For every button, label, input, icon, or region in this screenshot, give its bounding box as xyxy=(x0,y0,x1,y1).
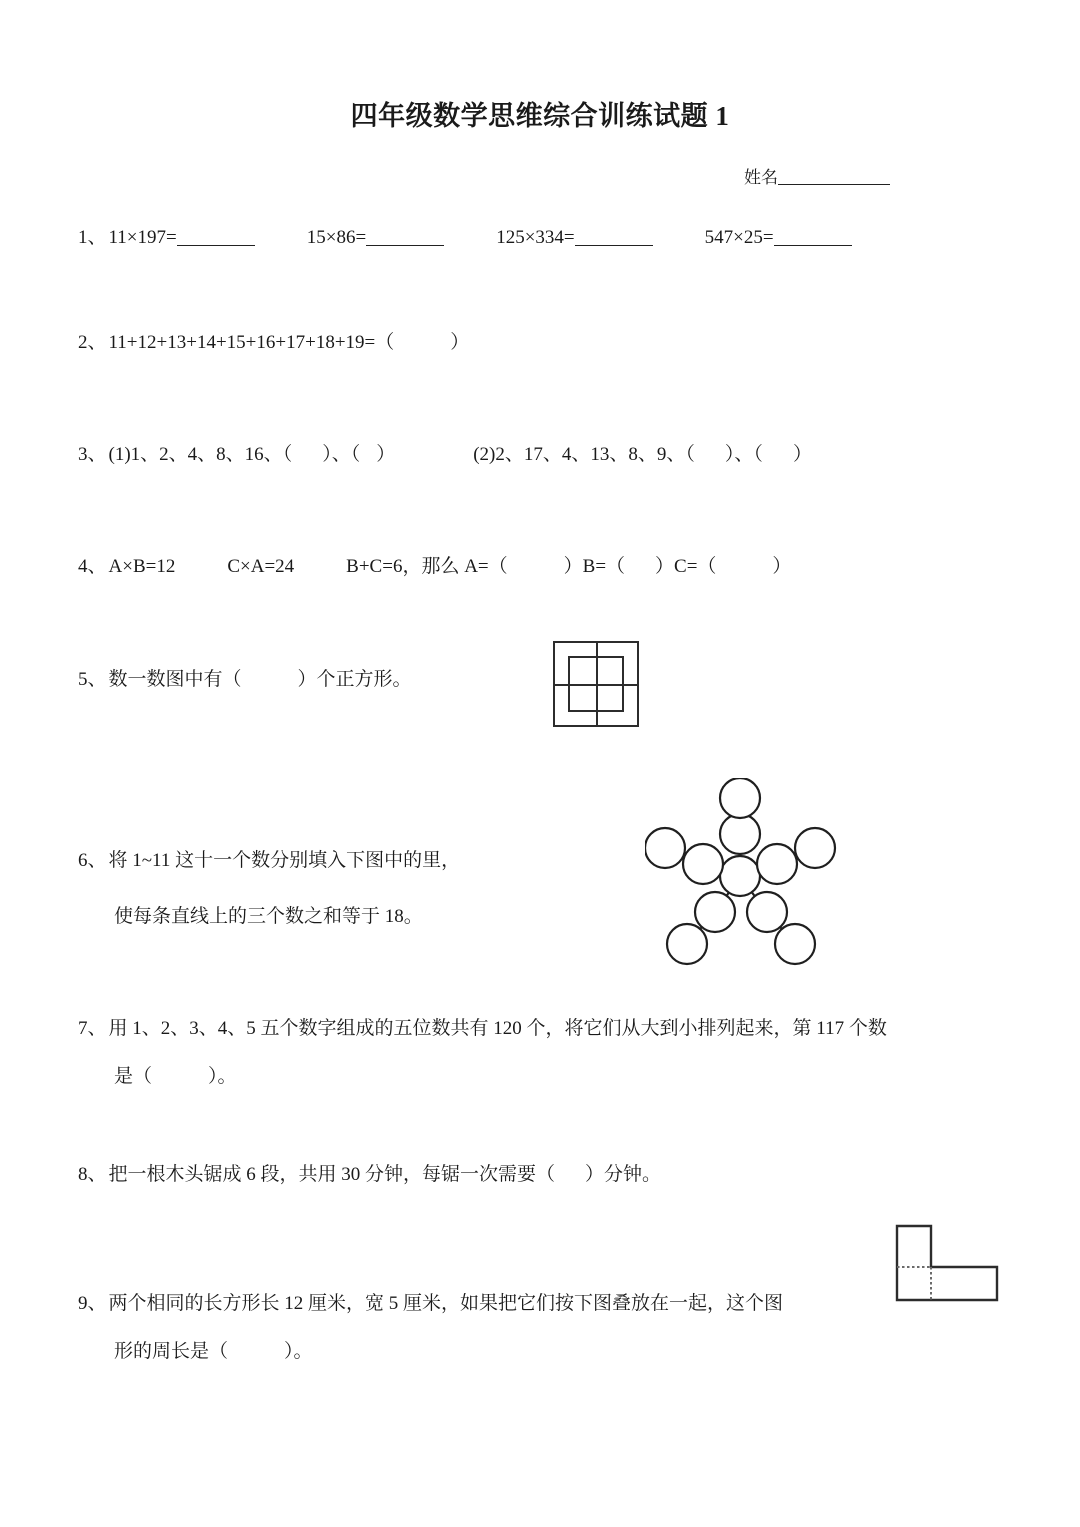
q6-line-2 xyxy=(78,889,460,945)
l-shape-svg xyxy=(893,1222,1001,1314)
star-circle-lower-left-outer xyxy=(667,924,707,964)
q3-part1-sequence: 1、2、4、8、16、 xyxy=(130,444,283,465)
q4-equation-2: C×A=24 xyxy=(227,556,295,577)
q1-expr-1: 11×197= xyxy=(108,227,177,248)
q9-text-after: ）。 xyxy=(284,1341,313,1362)
q1-expr-4: 547×25= xyxy=(704,227,774,248)
q2-expression: 11+12+13+14+15+16+17+18+19= xyxy=(108,332,376,353)
question-3 xyxy=(78,435,812,475)
q5-text-before: 数一数图中有（ xyxy=(108,669,242,690)
q2-paren-close: ） xyxy=(450,332,470,353)
q7-text-line-1: 用 1、2、3、4、5 五个数字组成的五位数共有 120 个，将它们从大到小排列起来，第 117 个数 xyxy=(108,1018,887,1039)
question-1-number: 1、 xyxy=(78,227,107,248)
question-4 xyxy=(78,547,791,587)
l-shape-outline xyxy=(897,1226,997,1300)
star-graph-figure xyxy=(645,778,840,968)
q3-p1-paren-open: （ xyxy=(282,444,293,465)
question-6-number: 6、 xyxy=(78,850,107,871)
question-7 xyxy=(78,1005,1014,1101)
star-circle-upper-left-outer xyxy=(645,828,685,868)
star-graph-svg xyxy=(645,778,840,968)
q1-answer-blank-2[interactable] xyxy=(366,245,444,246)
q9-line-2 xyxy=(78,1328,890,1376)
star-circle-lower-right-inner xyxy=(747,892,787,932)
q2-paren-open: （ xyxy=(375,332,395,353)
q7-line-1 xyxy=(78,1005,1014,1053)
question-8-number: 8、 xyxy=(78,1164,107,1185)
question-2-number: 2、 xyxy=(78,332,107,353)
q3-part2-label: (2) xyxy=(473,444,496,465)
question-5 xyxy=(78,660,412,700)
question-3-number: 3、 xyxy=(78,444,107,465)
question-5-number: 5、 xyxy=(78,669,107,690)
q3-p2-paren-end: ） xyxy=(792,444,812,465)
nested-squares-figure xyxy=(553,641,639,727)
q1-expr-2: 15×86= xyxy=(306,227,367,248)
question-4-number: 4、 xyxy=(78,556,107,577)
q7-line-2 xyxy=(78,1053,1014,1101)
star-circle-lower-left-inner xyxy=(695,892,735,932)
star-circle-upper-right-inner xyxy=(757,844,797,884)
star-circle-lower-right-outer xyxy=(775,924,815,964)
q1-answer-blank-1[interactable] xyxy=(177,245,255,246)
question-6 xyxy=(78,833,460,945)
q3-p2-paren-mid: ）、（ xyxy=(724,444,763,465)
name-field-label: 姓名 xyxy=(744,168,778,187)
q8-text-after: ）分钟。 xyxy=(585,1164,662,1185)
q4-paren-end: ） xyxy=(772,556,792,577)
q4-equation-1: A×B=12 xyxy=(108,556,176,577)
q3-p2-paren-open: （ xyxy=(685,444,695,465)
q3-part2-sequence: 2、17、4、13、8、9、 xyxy=(495,444,686,465)
q3-p1-paren-end: ） xyxy=(376,444,396,465)
q6-text-line-1: 将 1~11 这十一个数分别填入下图中的里， xyxy=(108,850,461,871)
name-field-input[interactable] xyxy=(778,184,890,185)
q1-answer-blank-3[interactable] xyxy=(575,245,653,246)
q5-text-after: ）个正方形。 xyxy=(297,669,412,690)
inner-square xyxy=(568,656,623,711)
q9-text-before: 形的周长是（ xyxy=(114,1341,229,1362)
q3-part1-label: (1) xyxy=(108,444,131,465)
star-circle-upper-right-outer xyxy=(795,828,835,868)
star-circle-top-outer xyxy=(720,778,760,818)
q4-label-b: ）B=（ xyxy=(563,556,626,577)
q1-expr-3: 125×334= xyxy=(496,227,575,248)
q4-equation-3: B+C=6，那么 A=（ xyxy=(346,556,508,577)
q7-text-before: 是（ xyxy=(114,1066,153,1087)
question-7-number: 7、 xyxy=(78,1018,107,1039)
q9-line-1 xyxy=(78,1280,890,1328)
q6-text-line-2: 使每条直线上的三个数之和等于 18。 xyxy=(114,906,423,927)
star-circle-top-inner xyxy=(720,814,760,854)
name-field-row xyxy=(0,163,1080,188)
star-circle-center xyxy=(720,856,760,896)
question-9-number: 9、 xyxy=(78,1293,107,1314)
q6-line-1 xyxy=(78,833,460,889)
question-9 xyxy=(78,1280,890,1376)
q3-p1-paren-mid: ）、（ xyxy=(322,444,361,465)
page-title: 四年级数学思维综合训练试题 1 xyxy=(350,101,730,131)
overlapping-rectangles-figure xyxy=(893,1222,1001,1314)
q7-text-after: ）。 xyxy=(208,1066,237,1087)
question-1 xyxy=(78,218,852,258)
question-2 xyxy=(78,323,469,363)
question-8 xyxy=(78,1155,661,1195)
q4-label-c: ）C=（ xyxy=(655,556,717,577)
star-circle-upper-left-inner xyxy=(683,844,723,884)
q1-answer-blank-4[interactable] xyxy=(774,245,852,246)
q9-text-line-1: 两个相同的长方形长 12 厘米，宽 5 厘米，如果把它们按下图叠放在一起，这个图 xyxy=(108,1293,784,1314)
q8-text-before: 把一根木头锯成 6 段，共用 30 分钟，每锯一次需要（ xyxy=(108,1164,556,1185)
